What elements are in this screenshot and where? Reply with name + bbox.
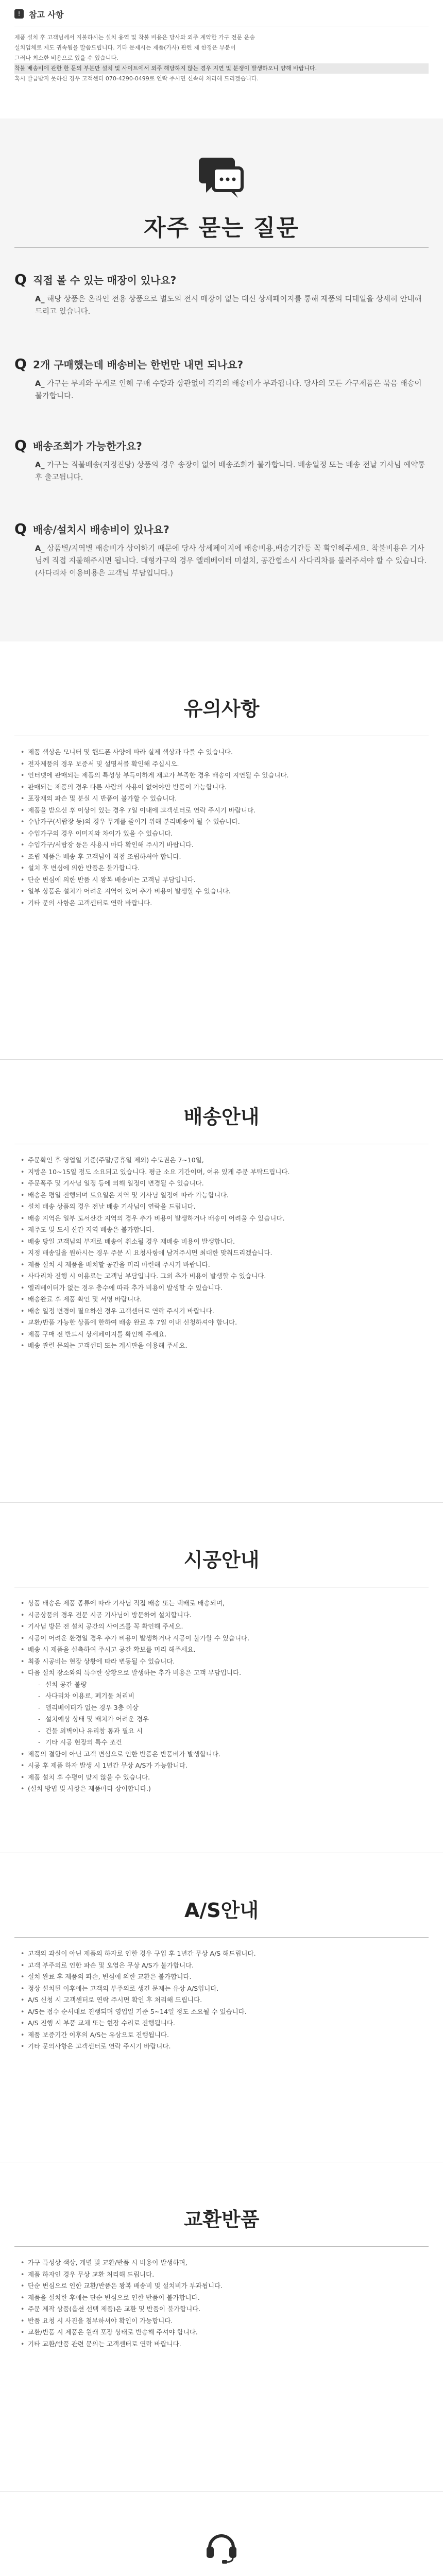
q-mark-icon: Q [14, 355, 27, 372]
list-item: • 고객 부주의로 인한 파손 및 오염은 무상 A/S가 불가합니다. [21, 1960, 422, 1972]
list-item: • 주문폭주 및 기사님 일정 등에 의해 일정이 변경될 수 있습니다. [21, 1178, 422, 1190]
faq-question [14, 355, 429, 372]
faq-answer-text: 해당 상품은 온라인 전용 상품으로 별도의 전시 매장이 없는 대신 상세페이지를 통해 제품의 디테일을 상세히 안내해 드리고 있습니다. [35, 295, 422, 316]
notice-line: 설치업체로 제도 귀속됨을 말씀드립니다. 기타 문제시는 제품(가사) 관련 제 한정은 부분이 [14, 44, 236, 51]
list-item: • 제품의 결함이 아닌 고객 변심으로 인한 반품은 반품비가 발생합니다. [21, 1749, 422, 1760]
list-item: • 제품 설치 시 제품을 배치할 공간을 미리 마련해 주시기 바랍니다. [21, 1259, 422, 1271]
install-section [0, 1503, 443, 1853]
faq-answer [35, 378, 429, 402]
faq-question-text: 2개 구매했는데 배송비는 한번만 내면 되나요? [33, 359, 244, 371]
list-item: • 단순 변심으로 인한 교환/반품은 왕복 배송비 및 설치비가 부과됩니다. [21, 2280, 422, 2292]
list-item: • 배송은 평일 진행되며 토요일은 지역 및 기사님 일정에 따라 가능합니다. [21, 1190, 422, 1201]
faq-question-text: 배송/설치시 배송비이 있나요? [33, 523, 169, 536]
install-list [0, 1598, 443, 1795]
list-item: • 교환/반품 가능한 상품에 한하여 배송 완료 후 7일 이내 신청하셔야 합니다. [21, 1317, 422, 1329]
list-item: • 상품 배송은 제품 종류에 따라 기사님 직접 배송 또는 택배로 배송되며, [21, 1598, 422, 1609]
list-item: • 배송완료 후 제품 확인 및 서명 바랍니다. [21, 1294, 422, 1306]
q-mark-icon: Q [14, 520, 27, 537]
list-item: • 수입가구/서랍장 등은 사용시 마다 확인해 주시기 바랍니다. [21, 839, 422, 851]
divider [14, 247, 429, 248]
list-item: • 제품을 설치한 후에는 단순 변심으로 인한 반품이 불가합니다. [21, 2292, 422, 2304]
list-item: • 기타 문의 사항은 고객센터로 연락 바랍니다. [21, 897, 422, 909]
list-item: • 배송 관련 문의는 고객센터 또는 게시판을 이용해 주세요. [21, 1340, 422, 1352]
customer-center-section [0, 2492, 443, 2576]
faq-question-text: 배송조회가 가능한가요? [33, 440, 142, 452]
list-item: - 설치 공간 불량 [21, 1679, 422, 1691]
list-item: • 배송 당일 고객님의 부재로 배송이 취소될 경우 재배송 비용이 발생합니다. [21, 1236, 422, 1248]
list-item: • 포장재의 파손 및 분실 시 반품이 불가할 수 있습니다. [21, 793, 422, 805]
faq-answer [35, 293, 429, 318]
faq-answer [35, 543, 429, 580]
caution-list [0, 747, 443, 909]
list-item: • A/S 신청 시 고객센터로 연락 주시면 확인 후 처리해 드립니다. [21, 1994, 422, 2006]
list-item: • 제품 색상은 모니터 및 핸드폰 사양에 따라 실제 색상과 다를 수 있습니다. [21, 747, 422, 758]
delivery-list [0, 1155, 443, 1352]
list-item: • 가구 특성상 색상, 개별 및 교환/반품 시 비용이 발생하며, [21, 2257, 422, 2269]
list-item: • 사다리차 진행 시 이용료는 고객님 부담입니다. 그외 추가 비용이 발생할 수 있습니다. [21, 1270, 422, 1282]
section-title [0, 2571, 443, 2576]
list-item: • 배송 일정 변경이 필요하신 경우 고객센터로 연락 주시기 바랍니다. [21, 1306, 422, 1317]
list-item: • 수입가구의 경우 이미지와 차이가 있을 수 있습니다. [21, 828, 422, 840]
list-item: • 제품 설치 후 수평이 맞지 않을 수 있습니다. [21, 1772, 422, 1784]
faq-question [14, 437, 429, 454]
list-item: • 제품 하자인 경우 무상 교환 처리해 드립니다. [21, 2269, 422, 2281]
list-item: • (설치 방법 및 사항은 제품마다 상이합니다.) [21, 1783, 422, 1795]
list-item: • 조립 제품은 배송 후 고객님이 직접 조립하셔야 합니다. [21, 851, 422, 863]
list-item: • 수납가구(서랍장 등)의 경우 무게를 줄이기 위해 분리배송이 될 수 있습니다. [21, 816, 422, 828]
as-list [0, 1948, 443, 2053]
list-item: • 지방은 10~15일 정도 소요되고 있습니다. 평균 소요 기간이며, 여유 있게 주문 부탁드립니다. [21, 1166, 422, 1178]
list-item: • 전자제품의 경우 보증서 및 설명서를 확인해 주십시오. [21, 758, 422, 770]
list-item: • 제품 구매 전 반드시 상세페이지를 확인해 주세요. [21, 1329, 422, 1341]
list-item: • 기타 교환/반품 관련 문의는 고객센터로 연락 바랍니다. [21, 2338, 422, 2350]
q-mark-icon: Q [14, 271, 27, 288]
exchange-list [0, 2257, 443, 2350]
list-item: • 설치 완료 후 제품의 파손, 변심에 의한 교환은 불가합니다. [21, 1971, 422, 1983]
list-item: - 기타 시공 현장의 특수 조건 [21, 1737, 422, 1749]
answer-prefix: A_ [35, 545, 45, 553]
list-item: - 사다리차 이용료, 폐기물 처리비 [21, 1690, 422, 1702]
exchange-section [0, 2162, 443, 2492]
faq-answer [35, 459, 429, 484]
list-item: • 단순 변심에 의한 반품 시 왕복 배송비는 고객님 부담입니다. [21, 874, 422, 886]
list-item: • 다음 설치 장소와의 특수한 상황으로 발생하는 추가 비용은 고객 부담입니다. [21, 1667, 422, 1679]
faq-section [0, 118, 443, 641]
list-item: • 배송 지역은 일부 도서산간 지역의 경우 추가 비용이 발생하거나 배송이 어려울 수 있습니다. [21, 1213, 422, 1225]
notice-icon: ! [14, 9, 24, 19]
faq-answer-text: 상품별/지역별 배송비가 상이하기 때문에 당사 상세페이지에 배송비용,배송기간등 꼭 확인해주세요. 착불비용은 기사님께 직접 지불해주시면 됩니다. 대형가구의 경우 엘레베이터 미설치, 공간협소시 사다리차를 불러주셔야 할 수 있습니다. (사다리차 이용비용은 고객님 부담입니다.) [35, 545, 427, 578]
notice-section [0, 0, 443, 118]
list-item: • 지정 배송일을 원하시는 경우 주문 시 요청사항에 남겨주시면 최대한 맞춰드리겠습니다. [21, 1247, 422, 1259]
list-item: - 건물 외벽이나 유리창 통과 필요 시 [21, 1725, 422, 1737]
notice-line: 제품 설치 후 고객님께서 지불하시는 설치 용역 및 착불 비용은 당사와 외주 계약한 가구 전문 운송 [14, 34, 255, 41]
answer-prefix: A_ [35, 380, 45, 388]
list-item: • 교환/반품 시 제품은 원래 포장 상태로 반송해 주셔야 합니다. [21, 2327, 422, 2338]
faq-item [14, 520, 429, 580]
list-item: • 정상 설치된 이후에는 고객의 부주의로 생긴 문제는 유상 A/S입니다. [21, 1983, 422, 1995]
notice-line: 혹시 발급받지 못하신 경우 고객센터 070-4290-0499로 연락 주시면 신속히 처리해 드리겠습니다. [14, 75, 259, 82]
list-item: • 최종 시공비는 현장 상황에 따라 변동될 수 있습니다. [21, 1656, 422, 1668]
faq-answer-text: 가구는 부피와 무게로 인해 구매 수량과 상관없이 각각의 배송비가 부과됩니다. 당사의 모든 가구제품은 묶음 배송이 불가합니다. [35, 380, 422, 400]
list-item: • 기사님 방문 전 설치 공간의 사이즈를 꼭 확인해 주세요. [21, 1621, 422, 1633]
list-item: - 엘리베이터가 없는 경우 3층 이상 [21, 1702, 422, 1714]
faq-title: 자주 묻는 질문 [144, 215, 299, 241]
faq-item [14, 271, 429, 318]
faq-question-text: 직접 볼 수 있는 매장이 있나요? [33, 274, 177, 286]
faq-item [14, 355, 429, 402]
list-item: • 엘리베이터가 없는 경우 층수에 따라 추가 비용이 발생할 수 있습니다. [21, 1282, 422, 1294]
section-title: 유의사항 [183, 698, 260, 720]
section-title: 배송안내 [183, 1106, 260, 1128]
answer-prefix: A_ [35, 295, 45, 303]
section-title: 교환반품 [183, 2208, 260, 2231]
list-item: • 제품을 받으신 후 이상이 있는 경우 7일 이내에 고객센터로 연락 주시기 바랍니다. [21, 805, 422, 817]
faq-question [14, 520, 429, 537]
list-item: • 판매되는 제품의 경우 다른 사람의 사용이 없어야만 반품이 가능합니다. [21, 782, 422, 793]
section-title: 시공안내 [183, 1549, 260, 1571]
list-item: • 시공상품의 경우 전문 시공 기사님이 방문하여 설치합니다. [21, 1609, 422, 1621]
list-item: • 인터넷에 판매되는 제품의 특성상 부득이하게 재고가 부족한 경우 배송이 지연될 수 있습니다. [21, 770, 422, 782]
list-item: • 일부 상품은 설치가 어려운 지역이 있어 추가 비용이 발생할 수 있습니다. [21, 886, 422, 897]
list-item: • 제품 보증기간 이후의 A/S는 유상으로 진행됩니다. [21, 2029, 422, 2041]
notice-line: 착불 배송비에 관한 한 문의 부분만 설치 및 사이트에서 외주 해당하지 않는 경우 지연 및 분쟁이 발생하오니 양해 바랍니다. [14, 63, 429, 74]
list-item: • 주문 제작 상품(옵션 선택 제품)은 교환 및 반품이 불가합니다. [21, 2303, 422, 2315]
list-item: - 설치예상 상태 및 배치가 어려운 경우 [21, 1714, 422, 1725]
notice-header [14, 5, 429, 23]
notice-text [14, 32, 429, 84]
list-item: • A/S 진행 시 부품 교체 또는 현장 수리로 진행됩니다. [21, 2018, 422, 2029]
list-item: • A/S는 접수 순서대로 진행되며 영업일 기준 5~14일 정도 소요될 수 있습니다. [21, 2006, 422, 2018]
chat-bubble-icon [196, 150, 247, 202]
list-item: • 배송 시 제품을 실측하여 주시고 공간 확보를 미리 해주세요. [21, 1644, 422, 1656]
headset-icon [203, 2528, 240, 2564]
notice-title: 참고 사항 [29, 9, 64, 20]
list-item: • 설치 후 변심에 의한 반품은 불가합니다. [21, 862, 422, 874]
list-item: • 주문확인 후 영업일 기준(주말/공휴일 제외) 수도권은 7~10일, [21, 1155, 422, 1166]
faq-answer-text: 가구는 직불배송(지정진당) 상품의 경우 송장이 없어 배송조회가 불가합니다. 배송일정 또는 배송 전날 기사님 예약통 후 출고됩니다. [35, 461, 425, 482]
section-title: A/S안내 [184, 1899, 259, 1922]
as-section [0, 1853, 443, 2162]
list-item: • 기타 문의사항은 고객센터로 연락 주시기 바랍니다. [21, 2041, 422, 2053]
list-item: • 제주도 및 도서 산간 지역 배송은 불가합니다. [21, 1224, 422, 1236]
list-item: • 시공 후 제품 하자 발생 시 1년간 무상 A/S가 가능합니다. [21, 1760, 422, 1772]
q-mark-icon: Q [14, 437, 27, 454]
caution-section [0, 641, 443, 1060]
faq-question [14, 271, 429, 288]
list-item: • 고객의 과실이 아닌 제품의 하자로 인한 경우 구입 후 1년간 무상 A/S 해드립니다. [21, 1948, 422, 1960]
delivery-section [0, 1060, 443, 1503]
faq-item [14, 437, 429, 484]
list-item: • 시공이 어려운 환경일 경우 추가 비용이 발생하거나 시공이 불가할 수 있습니다. [21, 1633, 422, 1645]
list-item: • 설치 배송 상품의 경우 전날 배송 기사님이 연락을 드립니다. [21, 1201, 422, 1213]
notice-line: 그러나 최소한 비용으로 있을 수 있습니다. [14, 55, 118, 61]
answer-prefix: A_ [35, 461, 45, 469]
list-item: • 반품 요청 시 사진을 첨부하셔야 확인이 가능합니다. [21, 2315, 422, 2327]
